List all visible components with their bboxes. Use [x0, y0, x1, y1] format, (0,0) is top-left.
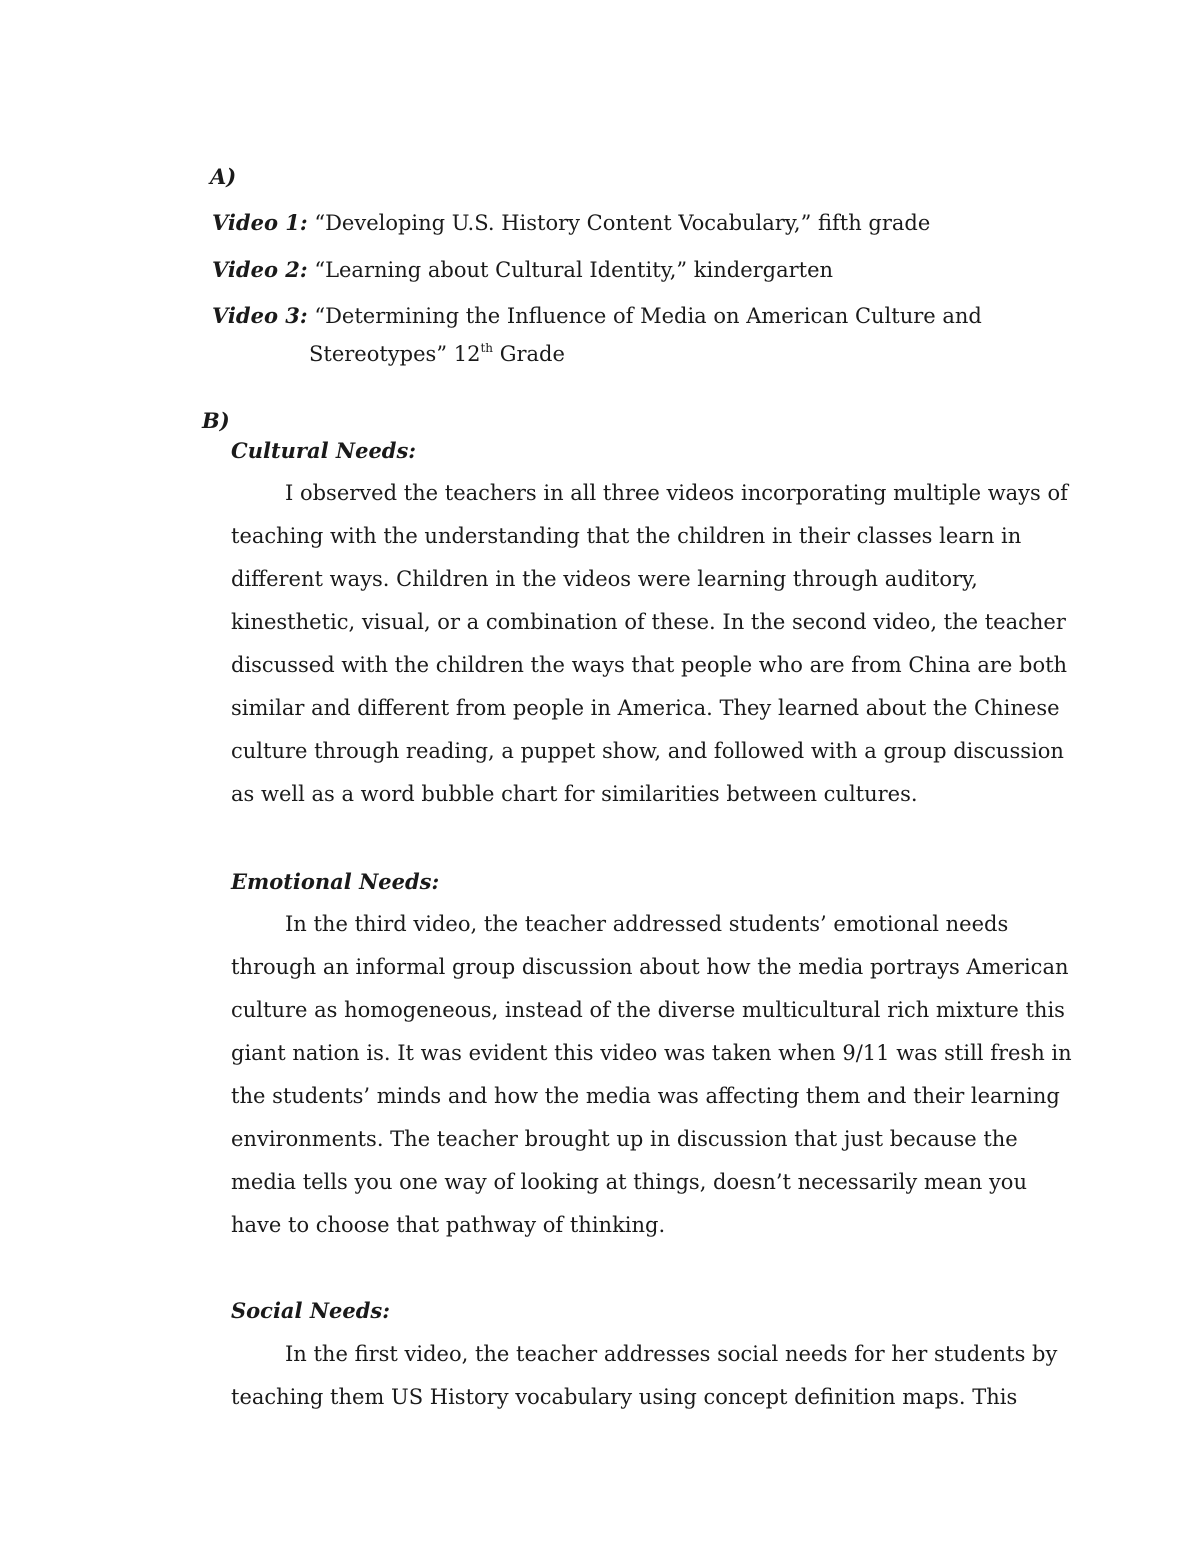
video-3-continuation-text: Stereotypes” 12: [309, 342, 481, 366]
video-3-title-continuation: [309, 339, 565, 369]
emotional-needs-heading: Emotional Needs:: [231, 869, 440, 894]
video-3-label: Video 3:: [212, 303, 308, 328]
emotional-needs-paragraph: In the third video, the teacher addressed students’ emotional needs through an informal group discussion about how the media portrays American culture as homogeneous, instead of the diverse multicultural rich mixture this giant nation is. It was evident this video was taken when 9/11 was still fresh in the students’ minds and how the media was affecting them and their learning environments. The teacher brought up in discussion that just because the media tells you one way of looking at things, doesn’t necessarily mean you have to choose that pathway of thinking.: [231, 912, 1072, 1237]
cultural-needs-paragraph: I observed the teachers in all three videos incorporating multiple ways of teaching with the understanding that the children in their classes learn in different ways. Children in the videos were learning through auditory, kinesthetic, visual, or a combination of these. In the second video, the teacher discussed with the children the ways that people who are from China are both similar and different from people in America. They learned about the Chinese culture through reading, a puppet show, and followed with a group discussion as well as a word bubble chart for similarities between cultures.: [231, 481, 1068, 806]
video-3-entry: [212, 301, 982, 331]
video-3-title: “Determining the Influence of Media on American Culture and: [314, 304, 982, 328]
ordinal-suffix: th: [480, 341, 494, 355]
video-2-label: Video 2:: [212, 257, 308, 282]
section-b-marker: B): [202, 408, 230, 433]
section-a-marker: A): [210, 164, 237, 189]
video-2-title: “Learning about Cultural Identity,” kindergarten: [314, 258, 834, 282]
video-1-title: “Developing U.S. History Content Vocabulary,” fifth grade: [314, 211, 931, 235]
video-2-entry: [212, 255, 833, 285]
video-3-continuation-grade: Grade: [493, 342, 565, 366]
social-needs-heading: Social Needs:: [231, 1298, 391, 1323]
video-1-label: Video 1:: [212, 210, 308, 235]
cultural-needs-heading: Cultural Needs:: [231, 438, 417, 463]
social-needs-paragraph: In the first video, the teacher addresses social needs for her students by teaching them US History vocabulary using concept definition maps. This: [231, 1342, 1058, 1409]
video-1-entry: [212, 208, 930, 238]
